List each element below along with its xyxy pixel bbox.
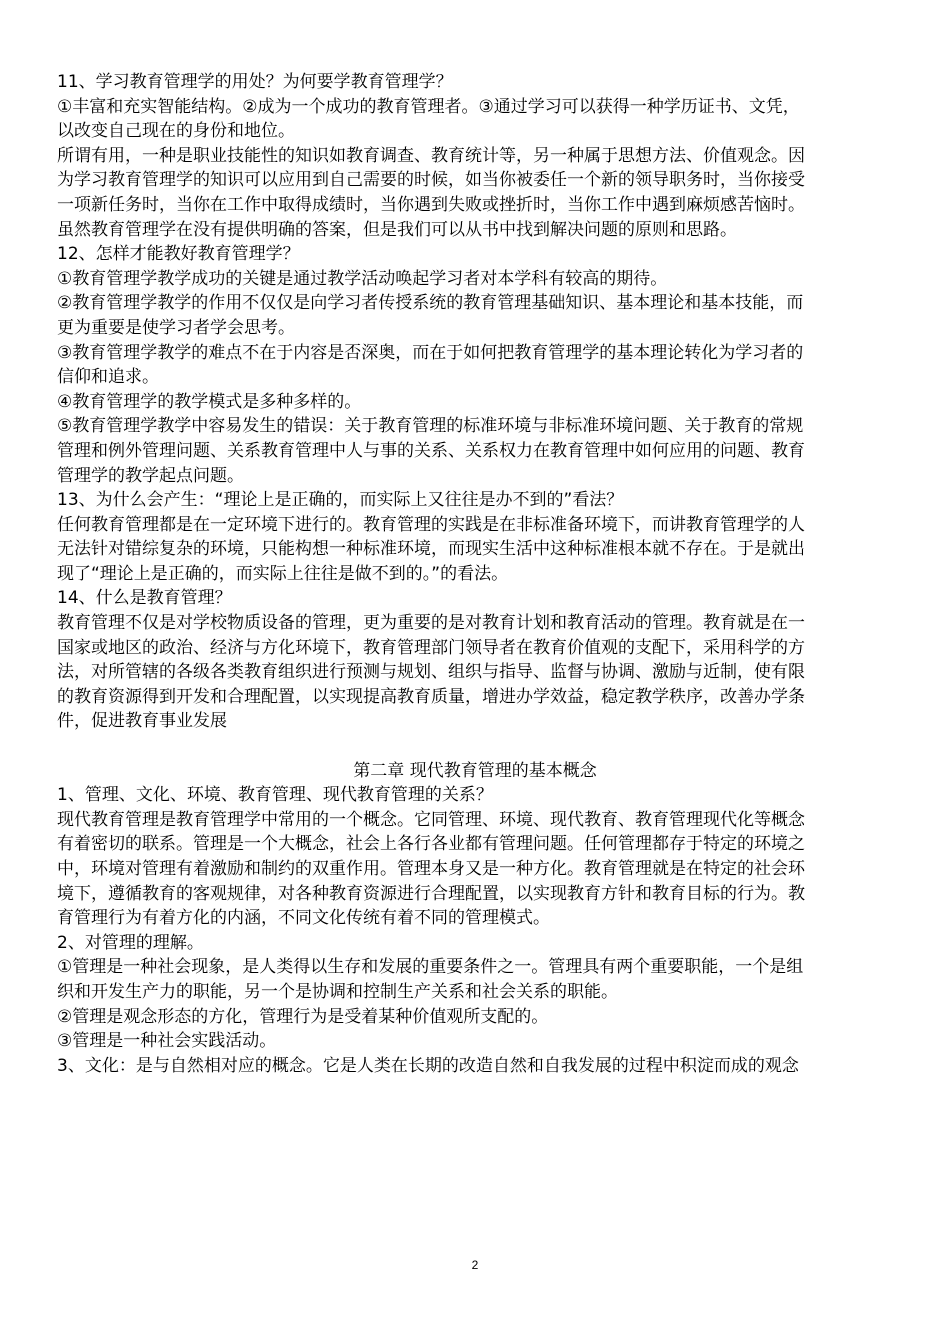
text-line: 法，对所管辖的各级各类教育组织进行预测与规划、组织与指导、监督与协调、激励与近制，使有限 [57, 662, 805, 683]
text-line: ⑤教育管理学教学中容易发生的错误：关于教育管理的标准环境与非标准环境问题、关于教育的常规 [57, 416, 804, 437]
text-line: 以改变自己现在的身份和地位。 [57, 121, 295, 142]
blank-line [57, 734, 893, 759]
text-line: 件，促进教育事业发展 [57, 711, 227, 732]
text-line: 更为重要是使学习者学会思考。 [57, 317, 295, 338]
text-line: ①丰富和充实智能结构。②成为一个成功的教育管理者。③通过学习可以获得一种学历证书、文凭， [57, 96, 800, 117]
text-line: 有着密切的联系。管理是一个大概念，社会上各行各业都有管理问题。任何管理都存于特定的环境之 [57, 834, 805, 855]
text-line: ④教育管理学的教学模式是多种多样的。 [57, 391, 362, 412]
text-line: 13、为什么会产生：“理论上是正确的，而实际上又往往是办不到的”看法？ [57, 490, 624, 511]
text-line: 无法针对错综复杂的环境，只能构想一种标准环境，而现实生活中这种标准根本就不存在。于是就出 [57, 539, 805, 560]
text-line: 3、文化：是与自然相对应的概念。它是人类在长期的改造自然和自我发展的过程中积淀而成的观念 [57, 1055, 799, 1076]
document-page [57, 70, 893, 1078]
text-line: 所谓有用，一种是职业技能性的知识如教育调查、教育统计等，另一种属于思想方法、价值观念。因 [57, 145, 805, 166]
text-line: 育管理行为有着方化的内涵，不同文化传统有着不同的管理模式。 [57, 908, 550, 929]
text-line: 国家或地区的政治、经济与方化环境下，教育管理部门领导者在教育价值观的支配下，采用科学的方 [57, 637, 805, 658]
text-line: 1、管理、文化、环境、教育管理、现代教育管理的关系？ [57, 785, 493, 806]
text-line: 管理学的教学起点问题。 [57, 465, 244, 486]
text-line: 现代教育管理是教育管理学中常用的一个概念。它同管理、环境、现代教育、教育管理现代化等概念 [57, 809, 805, 830]
text-line: 2、对管理的理解。 [57, 932, 204, 953]
text-line: 现了“理论上是正确的，而实际上往往是做不到的。”的看法。 [57, 563, 509, 584]
text-line: ③管理是一种社会实践活动。 [57, 1031, 277, 1052]
text-line: 教育管理不仅是对学校物质设备的管理，更为重要的是对教育计划和教育活动的管理。教育就是在一 [57, 613, 805, 634]
text-line: 的教育资源得到开发和合理配置，以实现提高教育质量，增进办学效益，稳定教学秩序，改善办学条 [57, 686, 805, 707]
text-line: 12、怎样才能教好教育管理学？ [57, 244, 300, 265]
text-line: 11、学习教育管理学的用处？为何要学教育管理学？ [57, 72, 453, 92]
text-line: ③教育管理学教学的难点不在于内容是否深奥，而在于如何把教育管理学的基本理论转化为学习者的 [57, 342, 804, 363]
text-line: ①管理是一种社会现象，是人类得以生存和发展的重要条件之一。管理具有两个重要职能，一个是组 [57, 957, 804, 978]
text-line: 虽然教育管理学在没有提供明确的答案，但是我们可以从书中找到解决问题的原则和思路。 [57, 219, 737, 240]
text-line: ②教育管理学教学的作用不仅仅是向学习者传授系统的教育管理基础知识、基本理论和基本技能，而 [57, 293, 804, 314]
text-line: 中，环境对管理有着激励和制约的双重作用。管理本身又是一种方化。教育管理就是在特定的社会环 [57, 859, 805, 879]
page-number: 2 [471, 1258, 479, 1272]
text-line: ①教育管理学教学成功的关键是通过教学活动唤起学习者对本学科有较高的期待。 [57, 268, 668, 289]
text-line: 为学习教育管理学的知识可以应用到自己需要的时候，如当你被委任一个新的领导职务时，当你接受 [57, 170, 805, 191]
text-line: 一项新任务时，当你在工作中取得成绩时，当你遇到失败或挫折时，当你工作中遇到麻烦感苦恼时。 [57, 194, 805, 215]
text-line: 境下，遵循教育的客观规律，对各种教育资源进行合理配置，以实现教育方针和教育目标的行为。教 [57, 883, 805, 904]
text-line: 信仰和追求。 [57, 367, 159, 388]
text-line: 14、什么是教育管理？ [57, 588, 232, 609]
chapter-heading: 第二章 现代教育管理的基本概念 [353, 760, 597, 781]
text-line: ②管理是观念形态的方化，管理行为是受着某种价值观所支配的。 [57, 1006, 549, 1027]
text-line: 管理和例外管理问题、关系教育管理中人与事的关系、关系权力在教育管理中如何应用的问题、教育 [57, 440, 805, 461]
text-line: 织和开发生产力的职能，另一个是协调和控制生产关系和社会关系的职能。 [57, 981, 618, 1002]
text-line: 任何教育管理都是在一定环境下进行的。教育管理的实践是在非标准备环境下，而讲教育管理学的人 [57, 514, 805, 535]
